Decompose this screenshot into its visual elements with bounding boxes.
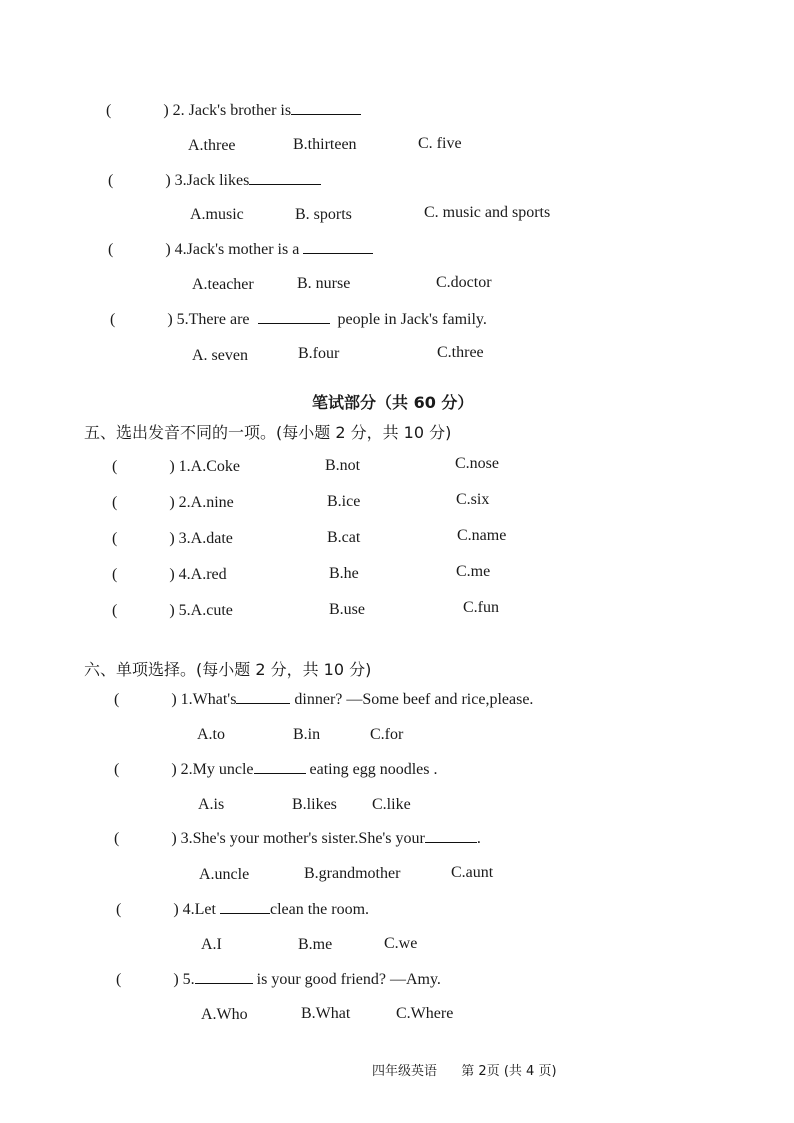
answer-blank[interactable] xyxy=(195,982,253,984)
listening-q4-option-b: B. nurse xyxy=(297,275,351,292)
question-number: 5. xyxy=(178,602,191,619)
paren-open: ( xyxy=(114,761,120,778)
s6-q1-option-c: C.for xyxy=(370,726,404,743)
paren-open: ( xyxy=(116,901,122,918)
question-post: clean the room. xyxy=(269,901,370,918)
paren-open: ( xyxy=(112,458,118,475)
s6-q4-option-b: B.me xyxy=(298,936,333,953)
question-number: 4. xyxy=(182,901,195,918)
option-a: A.date xyxy=(190,530,233,547)
s6-q1-option-a: A.to xyxy=(197,726,225,743)
paren-open: ( xyxy=(110,311,116,328)
option-a: A.Coke xyxy=(190,458,240,475)
question-post: eating egg noodles . xyxy=(309,761,438,778)
paren-close: ) xyxy=(163,102,169,119)
paren-close: ) xyxy=(167,311,173,328)
s6-q2-option-a: A.is xyxy=(198,796,225,813)
s6-q4-option-c: C.we xyxy=(384,935,418,952)
paren-open: ( xyxy=(106,102,112,119)
answer-blank[interactable] xyxy=(303,252,373,254)
s5-q2-option-b: B.ice xyxy=(327,493,361,510)
question-number: 3. xyxy=(180,830,193,847)
s6-q4 xyxy=(116,901,369,919)
listening-q3 xyxy=(108,172,321,190)
paren-close: ) xyxy=(171,691,177,708)
section-5-title: 五、选出发音不同的一项。(每小题 2 分，共 10 分) xyxy=(84,423,452,442)
footer-page-number: 第 2页 (共 4 页) xyxy=(461,1064,557,1079)
s5-q1-option-c: C.nose xyxy=(455,455,499,472)
s6-q3-option-a: A.uncle xyxy=(199,866,250,883)
listening-q5-option-a: A. seven xyxy=(192,347,248,364)
s5-q4 xyxy=(112,566,227,584)
paren-close: ) xyxy=(169,566,175,583)
s6-q3-option-b: B.grandmother xyxy=(304,865,401,882)
s6-q2-option-b: B.likes xyxy=(292,796,337,813)
paren-close: ) xyxy=(165,241,171,258)
paren-open: ( xyxy=(116,971,122,988)
s6-q4-option-a: A.I xyxy=(201,936,222,953)
answer-blank[interactable] xyxy=(236,702,290,704)
paren-open: ( xyxy=(112,602,118,619)
s5-q3-option-b: B.cat xyxy=(327,529,361,546)
paren-close: ) xyxy=(169,530,175,547)
s6-q1-option-b: B.in xyxy=(293,726,321,743)
listening-q2-option-c: C. five xyxy=(418,135,462,152)
question-stem: Jack's mother is a xyxy=(186,241,300,258)
question-pre: Let xyxy=(194,901,216,918)
answer-blank[interactable] xyxy=(291,113,361,115)
answer-blank[interactable] xyxy=(220,912,270,914)
s6-q5-option-c: C.Where xyxy=(396,1005,454,1022)
paren-close: ) xyxy=(173,901,179,918)
question-post: dinner? —Some beef and rice,please. xyxy=(294,691,534,708)
s5-q3 xyxy=(112,530,233,548)
s6-q3-option-c: C.aunt xyxy=(451,864,494,881)
answer-blank[interactable] xyxy=(258,322,330,324)
s6-q5 xyxy=(116,971,441,989)
question-number: 5. xyxy=(182,971,195,988)
paren-close: ) xyxy=(173,971,179,988)
listening-q2 xyxy=(106,102,361,120)
paren-open: ( xyxy=(108,172,114,189)
question-number: 3. xyxy=(178,530,191,547)
question-number: 4. xyxy=(174,241,187,258)
listening-q2-option-a: A.three xyxy=(188,137,236,154)
paren-open: ( xyxy=(114,691,120,708)
section-6-title: 六、单项选择。(每小题 2 分，共 10 分) xyxy=(84,660,372,679)
listening-q4-option-c: C.doctor xyxy=(436,274,492,291)
s6-q2-option-c: C.like xyxy=(372,796,411,813)
question-number: 2. xyxy=(172,102,185,119)
question-stem: Jack likes xyxy=(186,172,250,189)
s5-q5-option-c: C.fun xyxy=(463,599,499,616)
question-number: 1. xyxy=(178,458,191,475)
question-number: 2. xyxy=(178,494,191,511)
option-a: A.cute xyxy=(190,602,233,619)
option-a: A.nine xyxy=(190,494,234,511)
question-number: 1. xyxy=(180,691,193,708)
answer-blank[interactable] xyxy=(254,772,306,774)
listening-q2-option-b: B.thirteen xyxy=(293,136,357,153)
paren-close: ) xyxy=(169,602,175,619)
question-number: 4. xyxy=(178,566,191,583)
question-stem: Jack's brother is xyxy=(188,102,292,119)
s6-q5-option-a: A.Who xyxy=(201,1006,248,1023)
question-stem-after: people in Jack's family. xyxy=(337,311,487,328)
listening-q5-option-b: B.four xyxy=(298,345,340,362)
listening-q4 xyxy=(108,241,373,259)
s5-q3-option-c: C.name xyxy=(457,527,507,544)
paren-open: ( xyxy=(112,494,118,511)
paren-close: ) xyxy=(171,761,177,778)
s5-q5-option-b: B.use xyxy=(329,601,365,618)
question-number: 2. xyxy=(180,761,193,778)
s6-q3 xyxy=(114,830,481,848)
s5-q1 xyxy=(112,458,240,476)
s5-q1-option-b: B.not xyxy=(325,457,361,474)
question-post: . xyxy=(476,830,481,847)
paren-close: ) xyxy=(169,458,175,475)
answer-blank[interactable] xyxy=(425,841,477,843)
listening-q3-option-a: A.music xyxy=(190,206,244,223)
question-stem: There are xyxy=(188,311,250,328)
option-a: A.red xyxy=(190,566,227,583)
question-number: 3. xyxy=(174,172,187,189)
s6-q1 xyxy=(114,691,533,709)
listening-q3-option-c: C. music and sports xyxy=(424,204,551,221)
question-number: 5. xyxy=(176,311,189,328)
question-pre: My uncle xyxy=(192,761,254,778)
s5-q2 xyxy=(112,494,234,512)
question-pre: She's your mother's sister.She's your xyxy=(192,830,425,847)
s5-q5 xyxy=(112,602,233,620)
listening-q4-option-a: A.teacher xyxy=(192,276,254,293)
s5-q2-option-c: C.six xyxy=(456,491,490,508)
question-post: is your good friend? —Amy. xyxy=(256,971,441,988)
question-pre: What's xyxy=(192,691,237,708)
s6-q5-option-b: B.What xyxy=(301,1005,351,1022)
paren-close: ) xyxy=(169,494,175,511)
paren-open: ( xyxy=(112,530,118,547)
paren-open: ( xyxy=(114,830,120,847)
paren-close: ) xyxy=(171,830,177,847)
listening-q5 xyxy=(110,311,487,329)
paren-open: ( xyxy=(112,566,118,583)
listening-q5-option-c: C.three xyxy=(437,344,484,361)
paren-open: ( xyxy=(108,241,114,258)
s5-q4-option-b: B.he xyxy=(329,565,359,582)
written-part-title: 笔试部分（共 60 分） xyxy=(312,393,474,412)
footer-subject: 四年级英语 xyxy=(372,1064,438,1079)
page-footer xyxy=(372,1060,557,1079)
paren-close: ) xyxy=(165,172,171,189)
s6-q2 xyxy=(114,761,438,779)
s5-q4-option-c: C.me xyxy=(456,563,491,580)
listening-q3-option-b: B. sports xyxy=(295,206,352,223)
answer-blank[interactable] xyxy=(249,183,321,185)
